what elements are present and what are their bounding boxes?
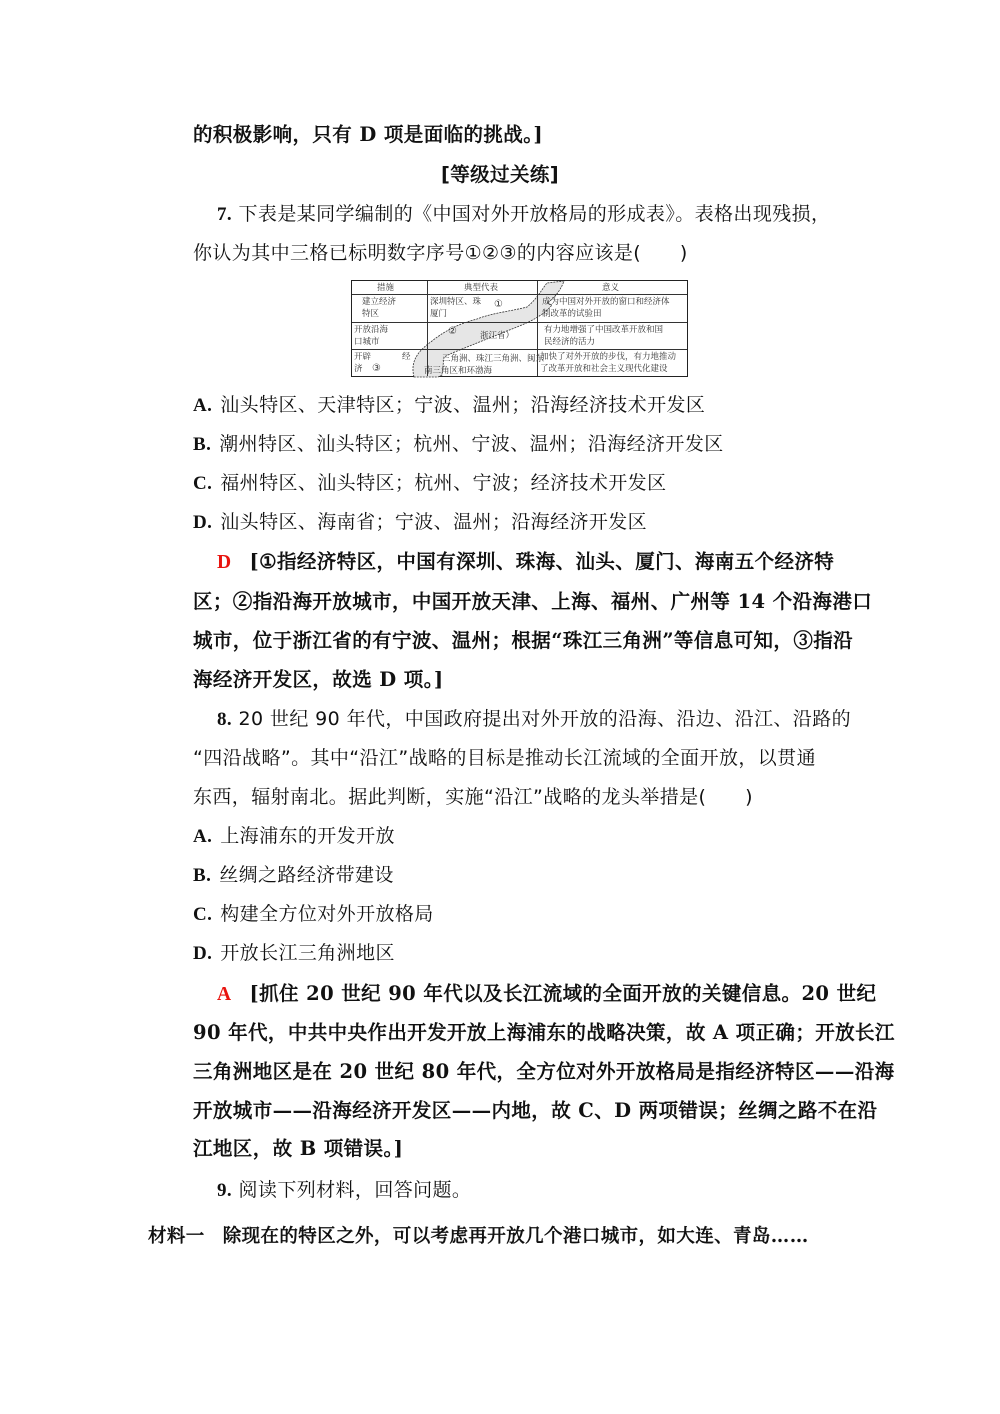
material-1-text: 除现在的特区之外，可以考虑再开放几个港口城市，如大连、青岛…… xyxy=(222,1226,809,1247)
q9-stem xyxy=(217,1177,471,1204)
row1-meaning-line2: 制改革的试验田 xyxy=(542,309,602,319)
marker-2: ② xyxy=(448,326,457,337)
q8-stem-line1 xyxy=(217,706,851,733)
material-1 xyxy=(148,1224,809,1250)
row1-meaning-line1: 成为中国对外开放的窗口和经济体 xyxy=(542,297,670,307)
option-text: 上海浦东的开发开放 xyxy=(220,825,395,847)
row2-example: 浙江省） xyxy=(480,331,515,341)
option-label: D. xyxy=(193,943,213,964)
q8-option-b[interactable] xyxy=(193,862,394,889)
q7-explanation-line3: 城市，位于浙江省的有宁波、温州；根据“珠江三角洲”等信息可知，③指沿 xyxy=(193,629,854,652)
option-text: 汕头特区、天津特区；宁波、温州；沿海经济技术开发区 xyxy=(220,394,706,416)
option-text: 汕头特区、海南省；宁波、温州；沿海经济开发区 xyxy=(220,511,648,533)
q8-explanation-line4: 开放城市——沿海经济开发区——内地，故 C、D 两项错误；丝绸之路不在沿 xyxy=(193,1099,878,1122)
q7-stem-text1: 下表是某同学编制的《中国对外开放格局的形成表》。表格出现残损， xyxy=(238,203,831,225)
row3-extra: 经 xyxy=(402,352,411,362)
section-title: [等级过关练] xyxy=(440,163,560,186)
row1-measure-line2: 特区 xyxy=(362,309,380,319)
q7-number: 7. xyxy=(217,204,233,225)
option-label: A. xyxy=(193,826,213,847)
table-header-meaning: 意义 xyxy=(602,283,620,293)
q7-explanation-text1: [①指经济特区，中国有深圳、珠海、汕头、厦门、海南五个经济特 xyxy=(249,550,835,573)
material-1-label: 材料一 xyxy=(148,1226,205,1247)
option-text: 开放长江三角洲地区 xyxy=(220,942,395,964)
option-label: D. xyxy=(193,512,213,533)
row2-measure-line1: 开放沿海 xyxy=(354,325,389,335)
row1-example-line2: 厦门 xyxy=(430,309,448,319)
option-label: B. xyxy=(193,434,212,455)
q7-stem-line1 xyxy=(217,201,830,228)
row3-meaning-line2: 了改革开放和社会主义现代化建设 xyxy=(540,364,668,374)
row3-measure-line1: 开辟 xyxy=(354,352,372,362)
option-text: 丝绸之路经济带建设 xyxy=(219,864,394,886)
q8-stem-text1: 20 世纪 90 年代，中国政府提出对外开放的沿海、沿边、沿江、沿路的 xyxy=(238,708,851,730)
table-header-example: 典型代表 xyxy=(464,283,499,293)
row3-measure-line2: 济 xyxy=(354,364,363,374)
q9-stem-text: 阅读下列材料，回答问题。 xyxy=(238,1179,472,1201)
q8-explanation-text1: [抓住 20 世纪 90 年代以及长江流域的全面开放的关键信息。20 世纪 xyxy=(249,982,877,1005)
row3-example-line2: 南三角区和环渤海 xyxy=(424,366,493,376)
option-text: 构建全方位对外开放格局 xyxy=(220,903,434,925)
q7-explanation-line2: 区；②指沿海开放城市，中国开放天津、上海、福州、广州等 14 个沿海港口 xyxy=(193,590,873,613)
option-text: 福州特区、汕头特区；杭州、宁波；经济技术开发区 xyxy=(220,472,667,494)
q7-explanation-line4: 海经济开发区，故选 D 项。] xyxy=(193,668,444,691)
q8-explanation-line5: 江地区，故 B 项错误。] xyxy=(193,1137,404,1160)
q7-option-a[interactable] xyxy=(193,392,705,419)
option-label: B. xyxy=(193,865,212,886)
table-header-measure: 措施 xyxy=(377,283,395,293)
q8-number: 8. xyxy=(217,709,233,730)
option-text: 潮州特区、汕头特区；杭州、宁波、温州；沿海经济开发区 xyxy=(219,433,724,455)
q8-explanation-line1 xyxy=(217,981,876,1008)
row2-meaning-line1: 有力地增强了中国改革开放和国 xyxy=(544,325,664,335)
q8-explanation-line2: 90 年代，中共中央作出开发开放上海浦东的战略决策，故 A 项正确；开放长江 xyxy=(193,1021,895,1044)
row2-measure-line2: 口城市 xyxy=(354,337,380,347)
q7-option-c[interactable] xyxy=(193,470,666,497)
q7-option-b[interactable] xyxy=(193,431,724,458)
q7-stem-line2: 你认为其中三格已标明数字序号①②③的内容应该是( ) xyxy=(193,242,688,264)
q8-option-a[interactable] xyxy=(193,823,395,850)
option-label: A. xyxy=(193,395,213,416)
q7-option-d[interactable] xyxy=(193,509,647,536)
q8-stem-line3: 东西，辐射南北。据此判断，实施“沿江”战略的龙头举措是( ) xyxy=(193,786,753,808)
marker-1: ① xyxy=(494,299,503,310)
q8-explanation-line3: 三角洲地区是在 20 世纪 80 年代，全方位对外开放格局是指经济特区——沿海 xyxy=(193,1060,895,1083)
q8-answer-letter: A xyxy=(217,984,232,1005)
row2-meaning-line2: 民经济的活力 xyxy=(544,337,596,347)
opening-pattern-table xyxy=(351,280,688,377)
row1-measure-line1: 建立经济 xyxy=(362,297,397,307)
option-label: C. xyxy=(193,473,213,494)
q8-option-c[interactable] xyxy=(193,901,434,928)
row3-meaning-line1: 加快了对外开放的步伐，有力地推动 xyxy=(540,352,677,362)
q8-stem-line2: “四沿战略”。其中“沿江”战略的目标是推动长江流域的全面开放，以贯通 xyxy=(193,747,816,769)
option-label: C. xyxy=(193,904,213,925)
previous-explanation-tail: 的积极影响，只有 D 项是面临的挑战。] xyxy=(193,123,543,146)
q7-answer-letter: D xyxy=(217,552,232,573)
row3-example-line1: 三角洲、珠江三角洲、闽东 xyxy=(442,354,545,364)
q7-explanation-line1 xyxy=(217,549,834,576)
marker-3: ③ xyxy=(372,363,381,374)
row1-example-line1: 深圳特区、珠 xyxy=(430,297,482,307)
q8-option-d[interactable] xyxy=(193,940,395,967)
q9-number: 9. xyxy=(217,1180,233,1201)
